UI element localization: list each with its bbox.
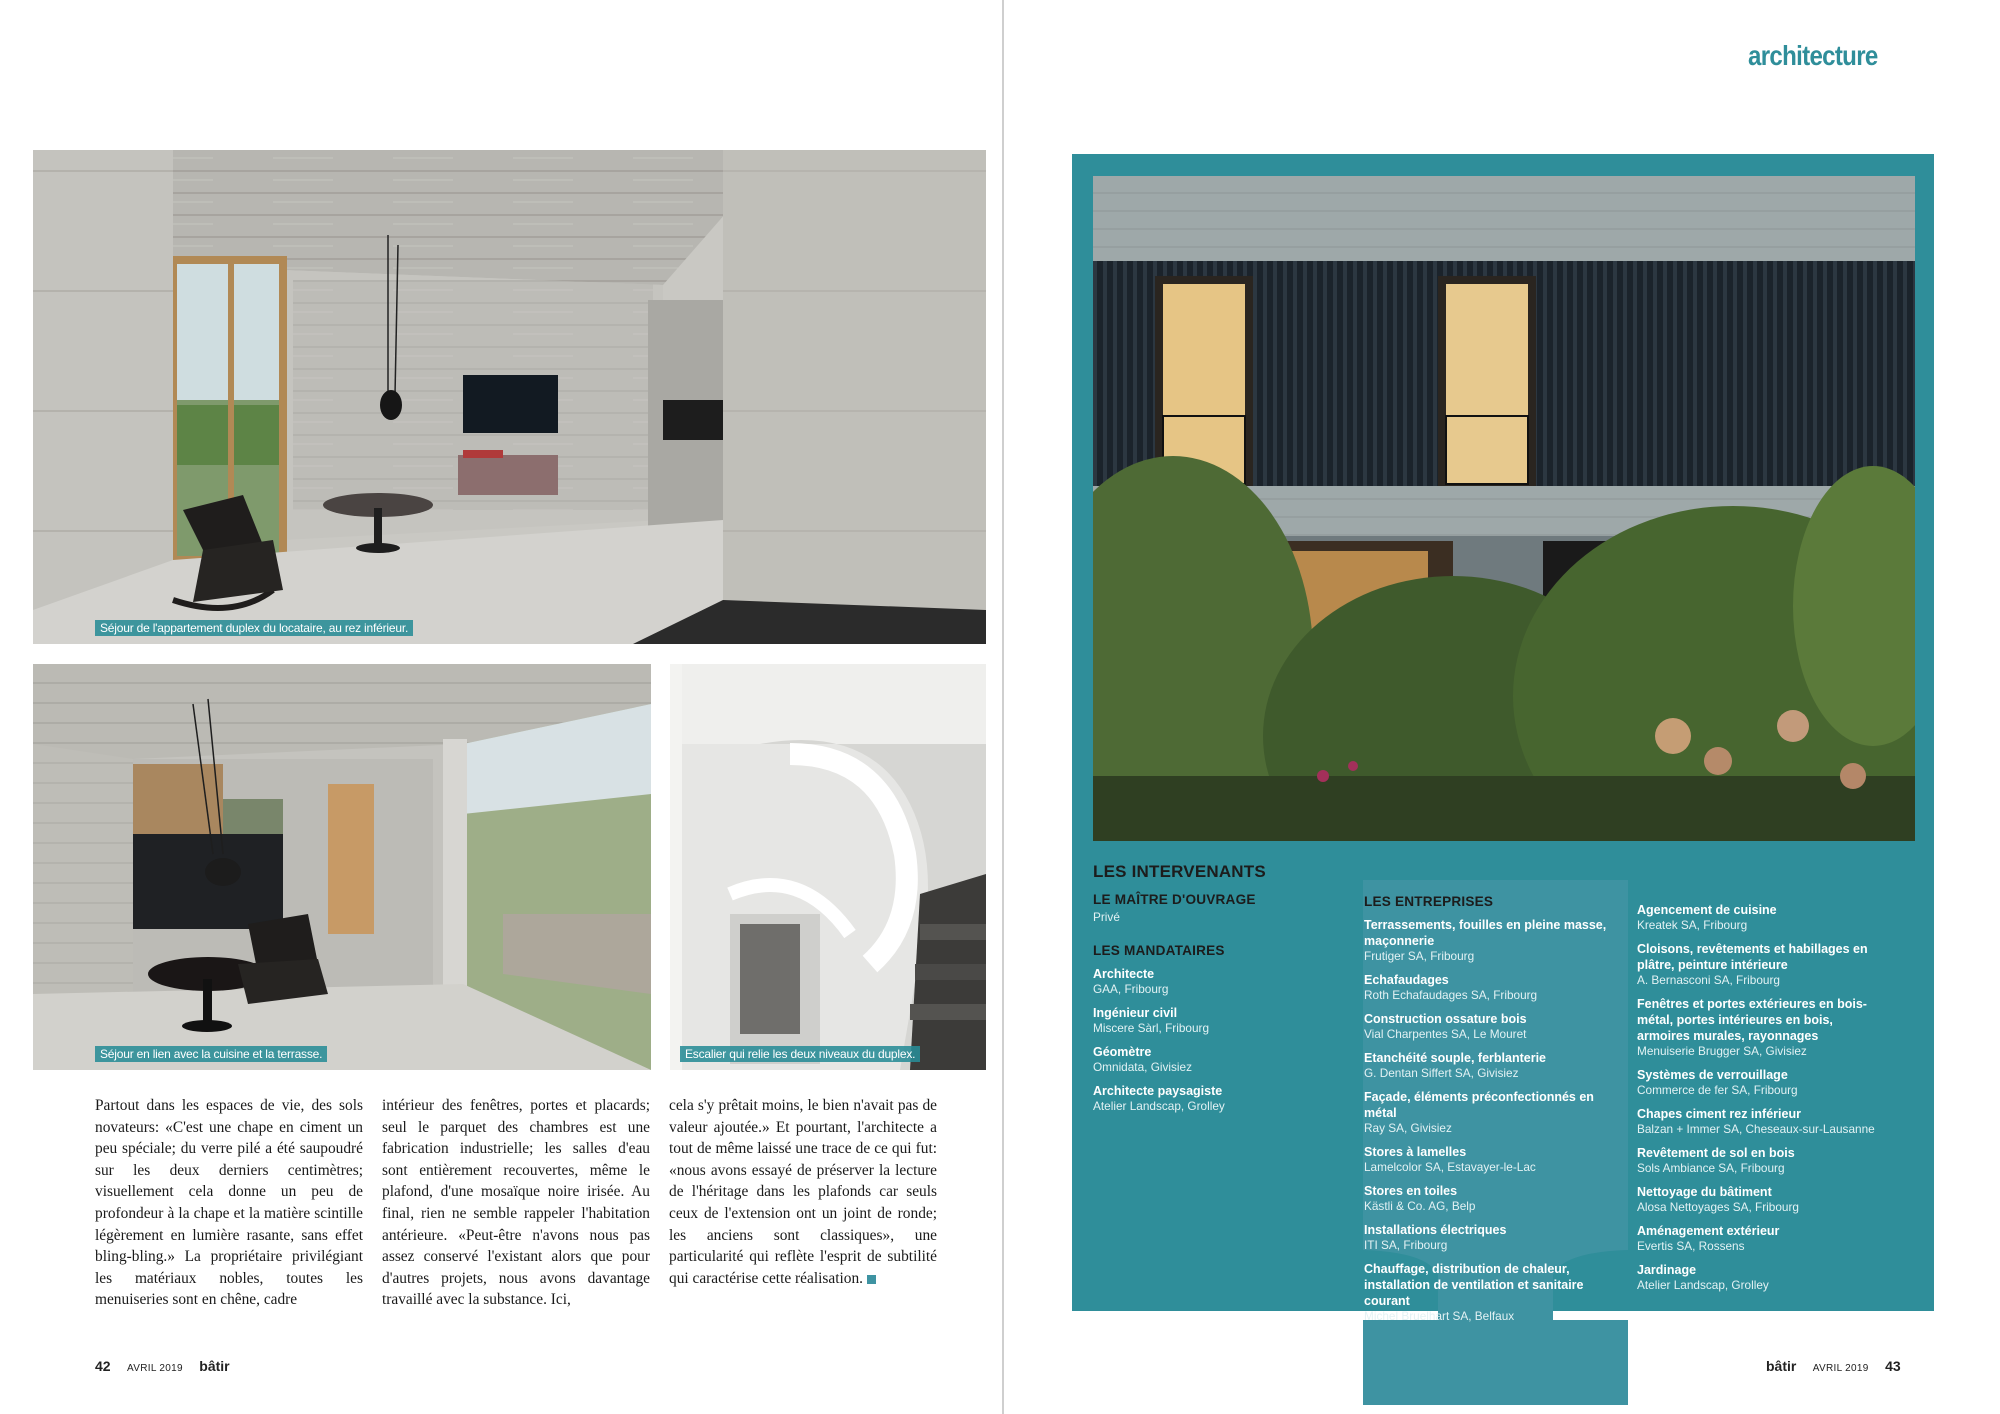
credits-col-2: [1364, 894, 1609, 1324]
credit-role: Architecte: [1093, 967, 1155, 981]
folio-right: [1766, 1358, 1901, 1376]
credit-item: [1364, 1089, 1609, 1136]
credit-item: [1637, 902, 1882, 933]
credit-company: Frutiger SA, Fribourg: [1364, 949, 1475, 963]
credit-item: [1093, 966, 1333, 997]
credit-role: Architecte paysagiste: [1093, 1084, 1223, 1098]
issue-date-left: AVRIL 2019: [127, 1363, 183, 1374]
credit-role: Agencement de cuisine: [1637, 903, 1777, 917]
credit-item: [1364, 1183, 1609, 1214]
credit-role: Revêtement de sol en bois: [1637, 1146, 1795, 1160]
caption-bottom-right-photo: Escalier qui relie les deux niveaux du duplex.: [680, 1046, 920, 1062]
credit-company: Menuiserie Brugger SA, Givisiez: [1637, 1044, 1807, 1058]
credits-col-3: [1637, 894, 1882, 1293]
credit-role: Chapes ciment rez inférieur: [1637, 1107, 1801, 1121]
body-text-col-1: Partout dans les espaces de vie, des sols novateurs: «C'est une chape en ciment un peu spéciale; du verre pilé a été saupoudré sur les deux derniers centimètres; visuellement cela donne un peu de profondeur à la chape et la matière scintille légèrement en lumière rasante, sans effet bling-bling.» La propriétaire privilégiant les matériaux nobles, toutes les menuiseries sont en chêne, cadre: [95, 1097, 363, 1309]
credit-role: Terrassements, fouilles en pleine masse, maçonnerie: [1364, 918, 1607, 948]
magazine-name-right: bâtir: [1766, 1358, 1797, 1374]
credit-item: [1093, 1083, 1333, 1114]
credit-company: G. Dentan Siffert SA, Givisiez: [1364, 1066, 1519, 1080]
credit-role: Echafaudages: [1364, 973, 1449, 987]
mandataires-heading: LES MANDATAIRES: [1093, 943, 1225, 958]
credit-item: [1093, 1044, 1333, 1075]
entreprises-list-1: [1364, 917, 1609, 1324]
credit-item: [1364, 1261, 1609, 1324]
credit-item: [1637, 1145, 1882, 1176]
credit-company: Balzan + Immer SA, Cheseaux-sur-Lausanne: [1637, 1122, 1875, 1136]
credit-role: Jardinage: [1637, 1263, 1697, 1277]
credit-item: [1364, 1011, 1609, 1042]
credit-company: ITI SA, Fribourg: [1364, 1238, 1448, 1252]
magazine-name-left: bâtir: [199, 1358, 230, 1374]
credit-item: [1093, 1005, 1333, 1036]
credit-role: Systèmes de verrouillage: [1637, 1068, 1788, 1082]
credit-item: [1364, 917, 1609, 964]
credit-item: [1364, 1222, 1609, 1253]
credit-company: Ray SA, Givisiez: [1364, 1121, 1452, 1135]
credit-role: Façade, éléments préconfectionnés en métal: [1364, 1090, 1594, 1120]
credit-item: [1637, 1262, 1882, 1293]
maitre-ouvrage-heading: LE MAÎTRE D'OUVRAGE: [1093, 892, 1256, 907]
folio-left: [95, 1358, 230, 1376]
photo-kitchen-terrace: [33, 664, 651, 1070]
credit-company: Kreatek SA, Fribourg: [1637, 918, 1748, 932]
photo-living-room-duplex: [33, 150, 986, 644]
body-text-col-3-wrap: [669, 1095, 937, 1289]
page-number-left: 42: [95, 1358, 111, 1374]
end-mark-icon: [867, 1275, 876, 1284]
credit-role: Nettoyage du bâtiment: [1637, 1185, 1772, 1199]
section-label: architecture: [1748, 40, 1878, 71]
credits-col-1: [1093, 862, 1333, 1114]
credit-item: [1637, 1106, 1882, 1137]
credit-role: Chauffage, distribution de chaleur, installation de ventilation et sanitaire courant: [1364, 1262, 1584, 1308]
credit-role: Géomètre: [1093, 1045, 1152, 1059]
credit-item: [1364, 1050, 1609, 1081]
body-text-col-2: intérieur des fenêtres, portes et placards; seul le parquet des chambres est une fabrication industrielle; les salles d'eau sont entièrement recouvertes, même le plafond, d'une mosaïque noire irisée. Au final, rien ne semble rappeler l'habitation antérieure. «Peut-être n'avons nous pas assez conservé l'existant alors que pour d'autres projets, nous avons davantage travaillé avec la substance. Ici,: [382, 1097, 650, 1309]
credit-item: [1364, 972, 1609, 1003]
credit-company: Michel Bruelhart SA, Belfaux: [1364, 1309, 1515, 1323]
credit-company: Lamelcolor SA, Estavayer-le-Lac: [1364, 1160, 1536, 1174]
credit-role: Installations électriques: [1364, 1223, 1507, 1237]
mandataires-list: [1093, 966, 1333, 1114]
credit-item: [1637, 1223, 1882, 1254]
credit-item: [1637, 1067, 1882, 1098]
credit-item: [1364, 1144, 1609, 1175]
credit-item: [1637, 941, 1882, 988]
page-number-right: 43: [1885, 1358, 1901, 1374]
credit-role: Stores en toiles: [1364, 1184, 1458, 1198]
entreprises-heading: LES ENTREPRISES: [1364, 894, 1494, 909]
entreprises-list-2: [1637, 902, 1882, 1293]
credit-company: Omnidata, Givisiez: [1093, 1060, 1192, 1074]
credit-item: [1637, 996, 1882, 1059]
credit-company: Atelier Landscap, Grolley: [1093, 1099, 1225, 1113]
credit-role: Ingénieur civil: [1093, 1006, 1178, 1020]
caption-top-photo: Séjour de l'appartement duplex du locataire, au rez inférieur.: [95, 620, 413, 636]
caption-bottom-left-photo: Séjour en lien avec la cuisine et la terrasse.: [95, 1046, 327, 1062]
credit-role: Aménagement extérieur: [1637, 1224, 1780, 1238]
credit-role: Construction ossature bois: [1364, 1012, 1527, 1026]
credit-company: Evertis SA, Rossens: [1637, 1239, 1745, 1253]
credit-company: Roth Echafaudages SA, Fribourg: [1364, 988, 1538, 1002]
credits-title: LES INTERVENANTS: [1093, 862, 1266, 881]
credit-role: Stores à lamelles: [1364, 1145, 1467, 1159]
body-text-col-3: cela s'y prêtait moins, le bien n'avait pas de valeur ajoutée.» Et pourtant, l'architecte a tout de même laissé une trace de ce qui fut: «nous avons essayé de préserver la lecture de l'héritage dans les plafonds car seuls ceux de l'extension ont un joint de ronde; les anciens sont classiques», une particularité qui reflète l'esprit de subtilité qui caractérise cette réalisation.: [669, 1097, 937, 1287]
photo-house-exterior: [1093, 176, 1915, 841]
credit-company: Kästli & Co. AG, Belp: [1364, 1199, 1476, 1213]
credit-company: GAA, Fribourg: [1093, 982, 1169, 996]
credit-company: A. Bernasconi SA, Fribourg: [1637, 973, 1780, 987]
issue-date-right: AVRIL 2019: [1812, 1363, 1869, 1374]
credit-role: Cloisons, revêtements et habillages en plâtre, peinture intérieure: [1637, 942, 1868, 972]
credit-item: [1637, 1184, 1882, 1215]
photo-staircase: [670, 664, 986, 1070]
credit-company: Miscere Sàrl, Fribourg: [1093, 1021, 1210, 1035]
maitre-ouvrage-value: Privé: [1093, 910, 1120, 924]
credit-company: Atelier Landscap, Grolley: [1637, 1278, 1769, 1292]
credit-company: Sols Ambiance SA, Fribourg: [1637, 1161, 1785, 1175]
credit-company: Vial Charpentes SA, Le Mouret: [1364, 1027, 1527, 1041]
credit-role: Fenêtres et portes extérieures en bois-métal, portes intérieures en bois, armoires murales, rayonnages: [1637, 997, 1867, 1043]
credit-role: Etanchéité souple, ferblanterie: [1364, 1051, 1546, 1065]
credit-company: Commerce de fer SA, Fribourg: [1637, 1083, 1798, 1097]
right-page: [1004, 0, 2000, 1414]
credit-company: Alosa Nettoyages SA, Fribourg: [1637, 1200, 1799, 1214]
